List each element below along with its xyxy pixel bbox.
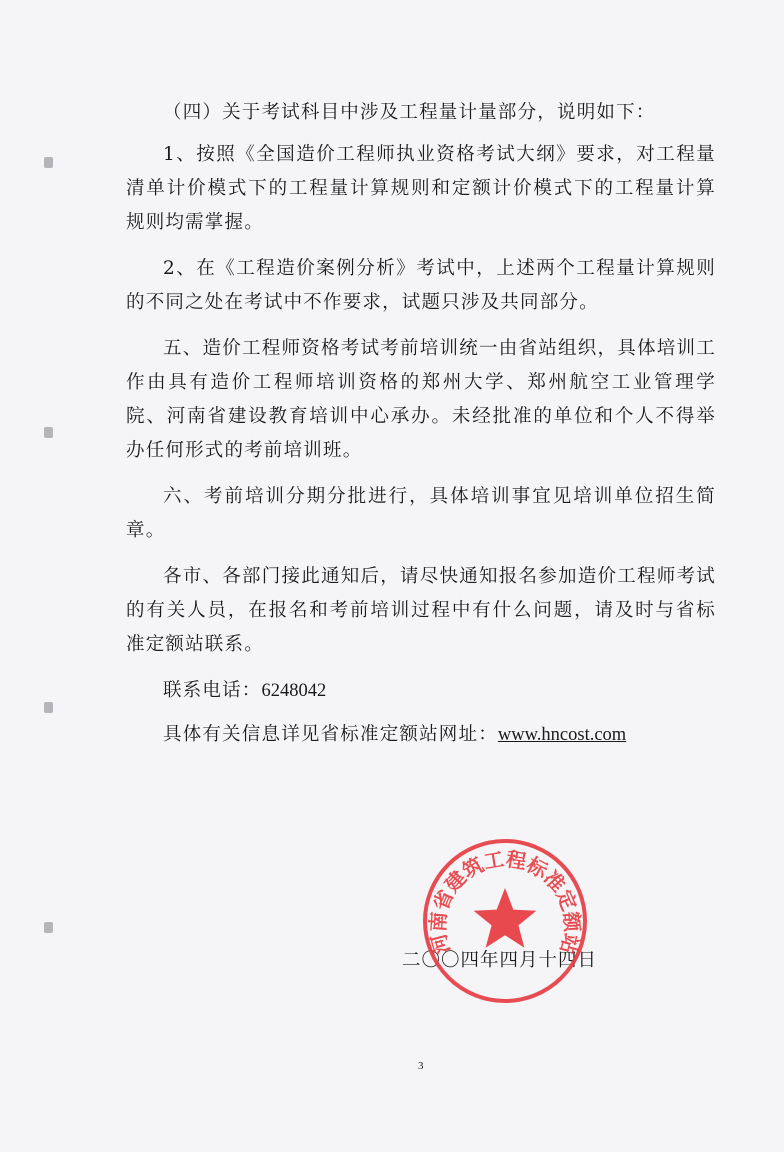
binding-hole <box>44 702 53 713</box>
website-line <box>126 718 716 752</box>
star-icon <box>474 888 537 948</box>
document-body <box>126 96 716 764</box>
binding-hole <box>44 157 53 168</box>
paragraph: 1、按照《全国造价工程师执业资格考试大纲》要求，对工程量清单计价模式下的工程量计算规则和定额计价模式下的工程量计算规则均需掌握。 <box>126 144 716 233</box>
paragraph: 六、考前培训分期分批进行，具体培训事宜见培训单位招生简章。 <box>126 486 716 541</box>
official-seal <box>420 836 590 1006</box>
website-link[interactable]: www.hncost.com <box>497 725 627 745</box>
page-number: 3 <box>418 1060 424 1072</box>
contact-phone: 6248042 <box>261 681 327 701</box>
binding-hole <box>44 427 53 438</box>
document-date: 二〇〇四年四月十四日 <box>402 950 598 971</box>
binding-hole <box>44 922 53 933</box>
website-label: 具体有关信息详见省标准定额站网址： <box>163 724 498 745</box>
section-heading: （四）关于考试科目中涉及工程量计量部分，说明如下： <box>163 102 656 123</box>
paragraph: 五、造价工程师资格考试考前培训统一由省站组织，具体培训工作由具有造价工程师培训资格的郑州大学、郑州航空工业管理学院、河南省建设教育培训中心承办。未经批准的单位和个人不得举办任何形式的考前培训班。 <box>126 338 716 461</box>
seal-text: 河南省建筑工程标准定额站 <box>425 846 585 957</box>
paragraph: 各市、各部门接此通知后，请尽快通知报名参加造价工程师考试的有关人员，在报名和考前培训过程中有什么问题，请及时与省标准定额站联系。 <box>126 566 716 655</box>
paragraph: 2、在《工程造价案例分析》考试中，上述两个工程量计算规则的不同之处在考试中不作要求，试题只涉及共同部分。 <box>126 258 716 313</box>
contact-line <box>126 674 716 708</box>
contact-label: 联系电话： <box>163 680 262 701</box>
